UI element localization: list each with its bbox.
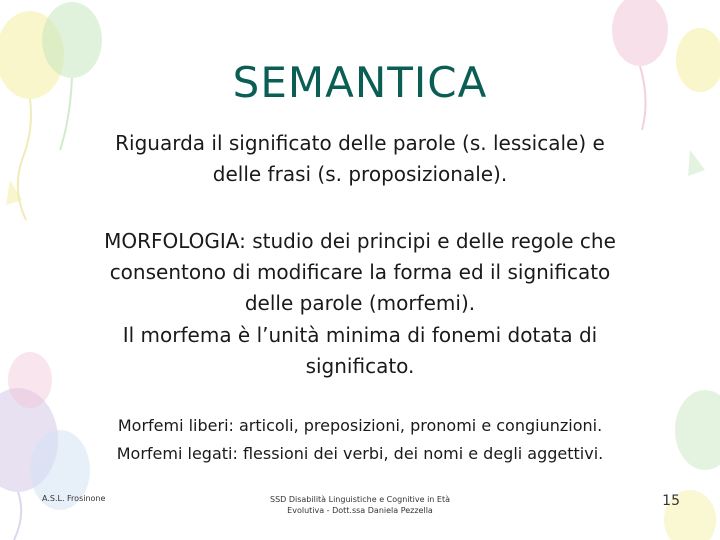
footer-line: SSD Disabilità Linguistiche e Cognitive in Età bbox=[269, 495, 451, 504]
page-number: 15 bbox=[662, 493, 680, 509]
footer-line: Evolutiva - Dott.ssa Daniela Pezzella bbox=[287, 506, 433, 515]
paragraph-line: consentono di modificare la forma ed il significato bbox=[109, 260, 611, 284]
paragraph-morpheme bbox=[30, 320, 690, 382]
paragraph-line: significato. bbox=[305, 354, 415, 378]
paragraph-line: Morfemi legati: flessioni dei verbi, dei nomi e degli aggettivi. bbox=[116, 444, 604, 463]
paragraph-line: MORFOLOGIA: studio dei principi e delle regole che bbox=[104, 229, 616, 253]
balloon-string bbox=[14, 492, 21, 540]
paragraph-line: Il morfema è l’unità minima di fonemi dotata di bbox=[122, 323, 598, 347]
paragraph-line: Morfemi liberi: articoli, preposizioni, pronomi e congiunzioni. bbox=[117, 416, 603, 435]
balloon-string bbox=[18, 99, 31, 220]
paragraph-line: delle frasi (s. proposizionale). bbox=[212, 162, 508, 186]
paragraph-line: delle parole (morfemi). bbox=[244, 291, 476, 315]
balloon-pink-shape bbox=[612, 0, 668, 66]
paragraph-semantics bbox=[40, 128, 680, 190]
footer-organization: A.S.L. Frosinone bbox=[42, 494, 106, 503]
paragraph-line: Riguarda il significato delle parole (s. lessicale) e bbox=[115, 131, 605, 155]
footer-course bbox=[220, 494, 500, 516]
paragraph-morpheme-types bbox=[20, 412, 700, 468]
confetti-shape bbox=[688, 150, 705, 176]
slide-title: SEMANTICA bbox=[232, 58, 488, 107]
paragraph-morphology bbox=[30, 226, 690, 319]
